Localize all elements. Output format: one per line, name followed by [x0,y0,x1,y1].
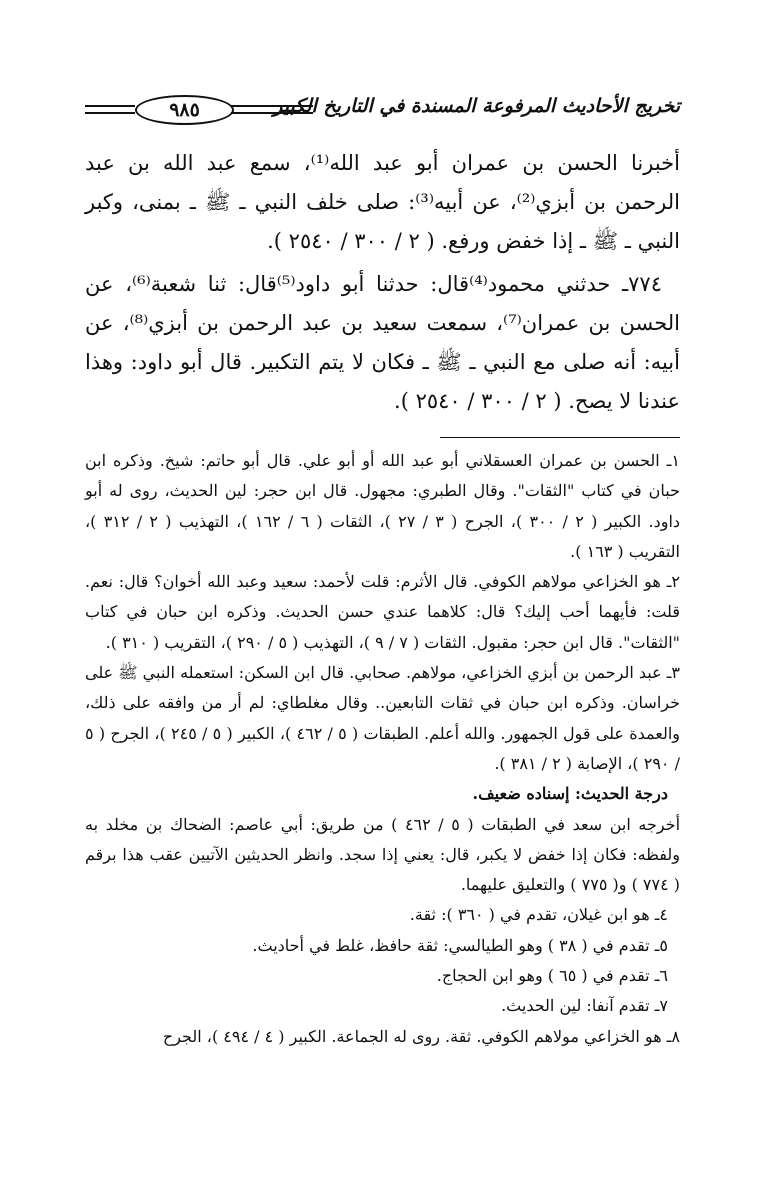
footnote-2: ٢ـ هو الخزاعي مولاهم الكوفي. قال الأثرم: قلت لأحمد: سعيد وعبد الله أخوان؟ قال: نعم. قلت: فأيهما أحب إليك؟ قال: كلاهما عندي حسن الحديث. وذكره ابن حبان في كتاب "الثقات". قال ابن حجر: مقبول. الثقات ( ٧ / ٩ )، التهذيب ( ٥ / ٢٩٠ )، التقريب ( ٣١٠ ). [85,572,680,652]
footnotes [85,446,680,1052]
footnote-5: ٥ـ تقدم في ( ٣٨ ) وهو الطيالسي: ثقة حافظ، غلط في أحاديث. [252,935,668,955]
hadith-grade: درجة الحديث: إسناده ضعيف. [472,784,668,804]
header-rule-left-top [85,105,135,107]
page-number: ٩٨٥ [135,95,234,125]
footnote-8: ٨ـ هو الخزاعي مولاهم الكوفي. ثقة. روى له الجماعة. الكبير ( ٤ / ٤٩٤ )، الجرح [162,1026,680,1046]
footnote-1: ١ـ الحسن بن عمران العسقلاني أبو عبد الله أو أبو علي. قال أبو حاتم: شيخ. وذكره ابن حبان في كتاب "الثقات". وقال الطبري: مجهول. قال ابن حجر: لين الحديث، روى له أبو داود. الكبير ( ٢ / ٣٠٠ )، الجرح ( ٣ / ٢٧ )، الثقات ( ٦ / ١٦٢ )، التهذيب ( ٢ / ٣١٢ )، التقريب ( ١٦٣ ). [85,451,681,561]
footnote-separator [440,437,680,438]
footnote-3: ٣ـ عبد الرحمن بن أبزي الخزاعي، مولاهم. صحابي. قال ابن السكن: استعمله النبي ﷺ على خراسان. وذكره ابن حبان في ثقات التابعين.. وقال مغلطاي: لم أر من وافقه على ذلك، والعمدة على قول الجمهور. والله أعلم. الطبقات ( ٥ / ٤٦٢ )، الكبير ( ٥ / ٢٤٥ )، الجرح ( ٥ / ٢٩٠ )، الإصابة ( ٢ / ٣٨١ ). [85,663,681,773]
page-header [85,93,680,133]
takhrij-note: أخرجه ابن سعد في الطبقات ( ٥ / ٤٦٢ ) من طريق: أبي عاصم: الضحاك بن مخلد به ولفظه: فكان إذا خفض لا يكبر، قال: يعني إذا سجد. وانظر الحديثين الآتيين عقب هذا برقم ( ٧٧٤ ) و( ٧٧٥ ) والتعليق عليهما. [85,814,681,895]
hadith-paragraph-774: ٧٧٤ـ حدثني محمود⁽⁴⁾قال: حدثنا أبو داود⁽⁵⁾قال: ثنا شعبة⁽⁶⁾، عن الحسن بن عمران⁽⁷⁾، سمعت سعيد بن عبد الرحمن بن أبزي⁽⁸⁾، عن أبيه: أنه صلى مع النبي ـ ﷺ ـ فكان لا يتم التكبير. قال أبو داود: وهذا عندنا لا يصح. ( ٢ / ٣٠٠ / ٢٥٤٠ ). [85,272,680,413]
footnote-4: ٤ـ هو ابن غيلان، تقدم في ( ٣٦٠ ): ثقة. [409,905,668,925]
header-rule-left-bottom [85,112,135,114]
footnote-6: ٦ـ تقدم في ( ٦٥ ) وهو ابن الحجاج. [436,966,668,986]
hadith-paragraph-1: أخبرنا الحسن بن عمران أبو عبد الله⁽¹⁾، سمع عبد الله بن عبد الرحمن بن أبزي⁽²⁾، عن أبيه⁽³⁾: صلى خلف النبي ـ ﷺ ـ بمنى، وكبر النبي ـ ﷺ ـ إذا خفض ورفع. ( ٢ / ٣٠٠ / ٢٥٤٠ ). [85,151,680,253]
footnote-7: ٧ـ تقدم آنفا: لين الحديث. [501,996,668,1016]
main-text [85,144,680,421]
running-title: تخريج الأحاديث المرفوعة المسندة في التاريخ الكبير [273,95,680,117]
